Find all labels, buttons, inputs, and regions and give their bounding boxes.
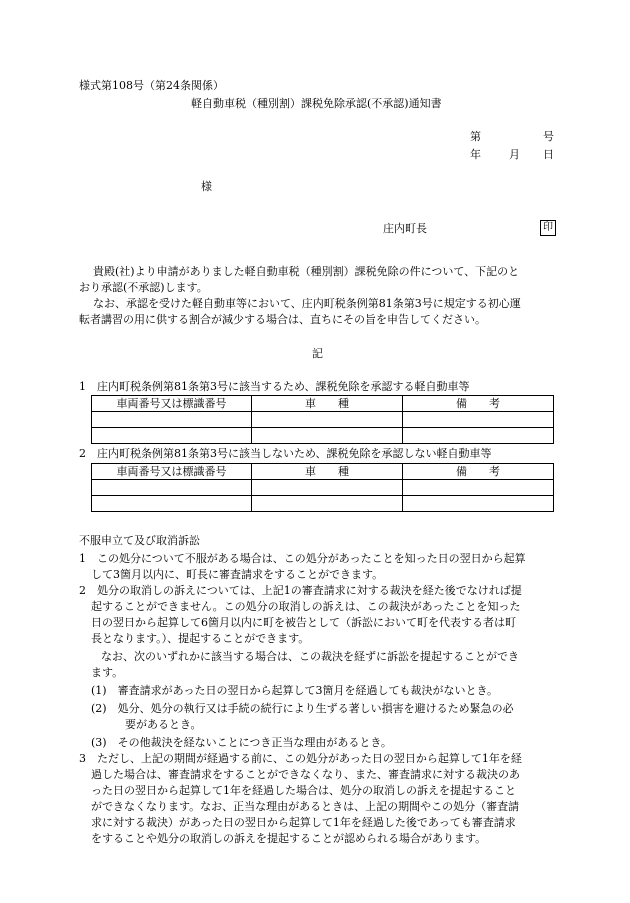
section-1-table [91,395,554,444]
column-header-vehicle-number: 車両番号又は標識番号 [92,464,252,480]
table-cell [252,412,403,428]
paragraph-2-line-1: なお、承認を受けた軽自動車等において、庄内町税条例第81条第3号に規定する初心運 [93,297,521,310]
table-cell [252,480,403,496]
table-row [92,480,554,496]
section-2-table [91,463,554,512]
document-title: 軽自動車税（種別割）課税免除承認(不承認)通知書 [191,97,442,110]
date-day: 日 [543,148,554,161]
appeal-line: 要があるとき。 [125,718,202,731]
section-1-heading: 1 庄内町税条例第81条第3号に該当するため、課税免除を承認する軽自動車等 [79,380,470,393]
appeal-line: なお、次のいずれかに該当する場合は、この裁決を経ずに訴訟を提起することができ [101,650,519,663]
appeal-line: 長となります。）、提起することができます。 [91,632,310,645]
appeal-line: った日の翌日から起算して1年を経過した場合は、処分の取消しの訴えを提起すること [91,784,516,797]
paragraph-2-line-2: 転者講習の用に供する割合が減少する場合は、直ちにその旨を申告してください。 [79,313,486,326]
table-cell [92,412,252,428]
paragraph-1-line-2: おり承認(不承認)します。 [79,281,208,294]
table-cell [403,428,554,444]
appeal-line: 日の翌日から起算して6箇月以内に町を被告として（訴訟において町を代表する者は町 [91,616,516,629]
form-number: 様式第108号（第24条関係） [79,79,224,92]
appeal-line: 2 処分の取消しの訴えについては、上記1の審査請求に対する裁決を経た後でなければ提 [79,584,522,597]
addressee-honorific: 様 [201,180,212,193]
issuer-name: 庄内町長 [383,222,427,235]
appeal-line: (1) 審査請求があった日の翌日から起算して3箇月を経過しても裁決がないとき。 [91,684,499,697]
column-header-remarks: 備 考 [403,396,554,412]
appeal-line: 3 ただし、上記の期間が経過する前に、この処分があった日の翌日から起算して1年を経 [79,752,522,765]
appeal-line: ができなくなります。なお、正当な理由があるときは、上記の期間やこの処分（審査請 [91,800,520,813]
table-cell [403,496,554,512]
appeal-line: 起することができません。この処分の取消しの訴えは、この裁決があったことを知った [91,600,521,613]
table-cell [403,412,554,428]
appeal-heading: 不服申立て及び取消訴訟 [79,534,200,547]
section-2-heading: 2 庄内町税条例第81条第3号に該当しないため、課税免除を承認しない軽自動車等 [79,447,492,460]
appeal-line: (2) 処分、処分の執行又は手続の続行により生ずる著しい損害を避けるため緊急の必 [91,702,514,715]
ki-marker: 記 [312,347,323,360]
date-year: 年 [470,148,481,161]
table-cell [252,496,403,512]
table-row [92,412,554,428]
table-cell [403,480,554,496]
appeal-line: ます。 [91,666,124,679]
appeal-line: (3) その他裁決を経ないことにつき正当な理由があるとき。 [91,736,392,749]
table-header-row [92,396,554,412]
appeal-line: して3箇月以内に、町長に審査請求をすることができます。 [91,568,384,581]
table-cell [92,428,252,444]
table-cell [252,428,403,444]
column-header-remarks: 備 考 [403,464,554,480]
column-header-vehicle-type: 車 種 [252,396,403,412]
column-header-vehicle-number: 車両番号又は標識番号 [92,396,252,412]
paragraph-1-line-1: 貴殿(社)より申請がありました軽自動車税（種別割）課税免除の件について、下記のと [93,265,520,278]
table-cell [92,480,252,496]
column-header-vehicle-type: 車 種 [252,464,403,480]
table-row [92,428,554,444]
doc-number-suffix: 号 [543,130,554,143]
appeal-line: 求に対する裁決）があった日の翌日から起算して1年を経過した後であっても審査請求 [91,816,516,829]
seal-stamp: 印 [540,220,556,236]
date-month: 月 [509,148,520,161]
appeal-line: 1 この処分について不服がある場合は、この処分があったことを知った日の翌日から起算 [79,552,526,565]
table-row [92,496,554,512]
doc-number-prefix: 第 [470,130,481,143]
appeal-line: をすることや処分の取消しの訴えを提起することが認められる場合があります。 [91,832,487,845]
table-cell [92,496,252,512]
table-header-row [92,464,554,480]
appeal-line: 過した場合は、審査請求をすることができなくなり、また、審査請求に対する裁決のあ [91,768,520,781]
